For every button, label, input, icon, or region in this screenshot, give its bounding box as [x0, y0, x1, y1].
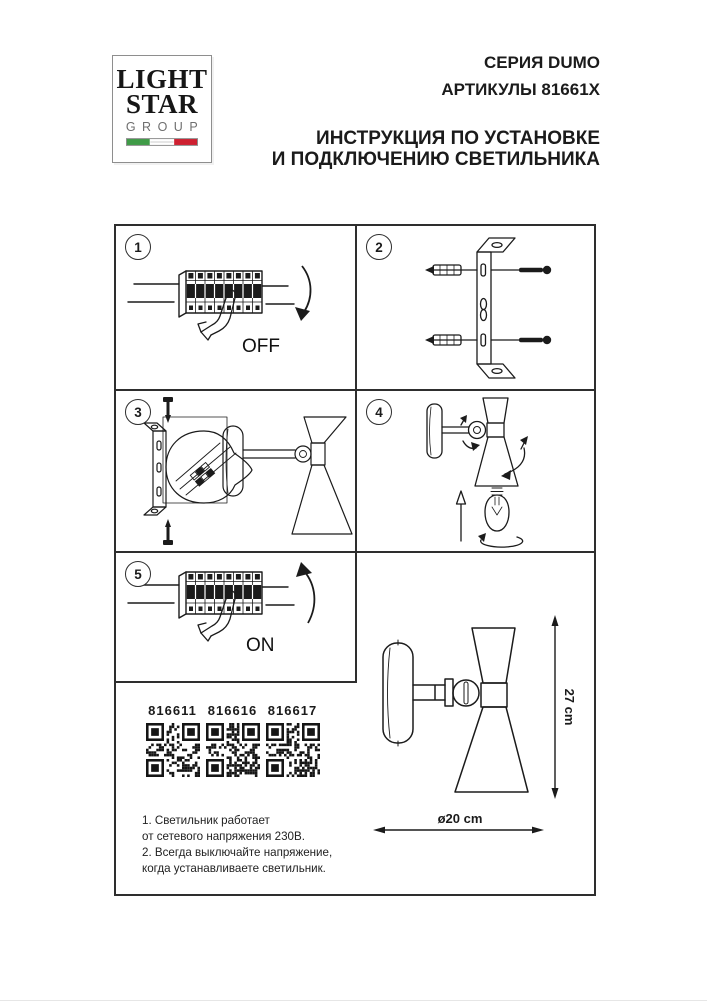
diameter-label: ø20 cm	[437, 811, 483, 826]
note-line: когда устанавливаете светильник.	[142, 862, 326, 875]
height-label: 27 cm	[562, 688, 577, 726]
lightstar-logo	[112, 55, 212, 163]
instruction-title-line2: И ПОДКЛЮЧЕНИЮ СВЕТИЛЬНИКА	[271, 149, 600, 170]
step-panel-2	[357, 226, 594, 389]
dimensions-region	[357, 553, 594, 894]
step-2-badge: 2	[366, 234, 392, 260]
note-line: 1. Светильник работает	[142, 814, 270, 827]
arrow-down-icon	[295, 266, 311, 321]
wall-mounting-drawing	[116, 391, 355, 551]
height-dimension	[552, 615, 578, 799]
step-panel-1	[116, 226, 355, 389]
articles-heading: АРТИКУЛЫ 81661X	[441, 80, 600, 99]
instruction-grid	[114, 224, 596, 896]
lamp-adjust-bulb-drawing	[357, 391, 594, 551]
italy-flag-icon	[126, 138, 198, 146]
logo-word-light: LIGHT	[116, 64, 208, 94]
instruction-title-line1: ИНСТРУКЦИЯ ПО УСТАНОВКЕ	[316, 128, 600, 149]
product-info-region	[116, 683, 355, 894]
on-label: ON	[246, 635, 275, 656]
arrow-up-icon	[296, 562, 314, 623]
lamp-dimensions-drawing	[357, 553, 594, 894]
step-panel-4	[357, 391, 594, 551]
note-line: от сетевого напряжения 230В.	[142, 830, 305, 843]
logo-word-group: GROUP	[125, 120, 205, 134]
note-line: 2. Всегда выключайте напряжение,	[142, 846, 333, 859]
step-panel-5	[116, 553, 355, 681]
series-heading: СЕРИЯ DUMO	[483, 53, 600, 72]
circuit-breaker-off-drawing	[116, 226, 355, 389]
step-4-badge: 4	[366, 399, 392, 425]
article-codes-row	[144, 703, 321, 718]
step-1-badge: 1	[125, 234, 151, 260]
step-3-badge: 3	[125, 399, 151, 425]
step-5-badge: 5	[125, 561, 151, 587]
qr-code	[264, 723, 321, 780]
fixing-screws-icon	[163, 397, 173, 545]
mounting-bracket-drawing	[357, 226, 594, 389]
qr-code	[144, 723, 201, 780]
safety-notes	[142, 813, 332, 877]
article-code: 816611	[148, 703, 197, 718]
diameter-dimension	[373, 811, 544, 833]
off-label: OFF	[242, 336, 280, 357]
circuit-breaker-on-drawing	[116, 553, 355, 681]
qr-codes-row	[144, 723, 321, 780]
article-code: 816617	[267, 703, 318, 718]
article-code: 816616	[207, 703, 258, 718]
logo-word-star: STAR	[125, 89, 199, 119]
step-panel-3	[116, 391, 355, 551]
qr-code	[204, 723, 261, 780]
screws-and-anchors-icon	[425, 266, 551, 344]
